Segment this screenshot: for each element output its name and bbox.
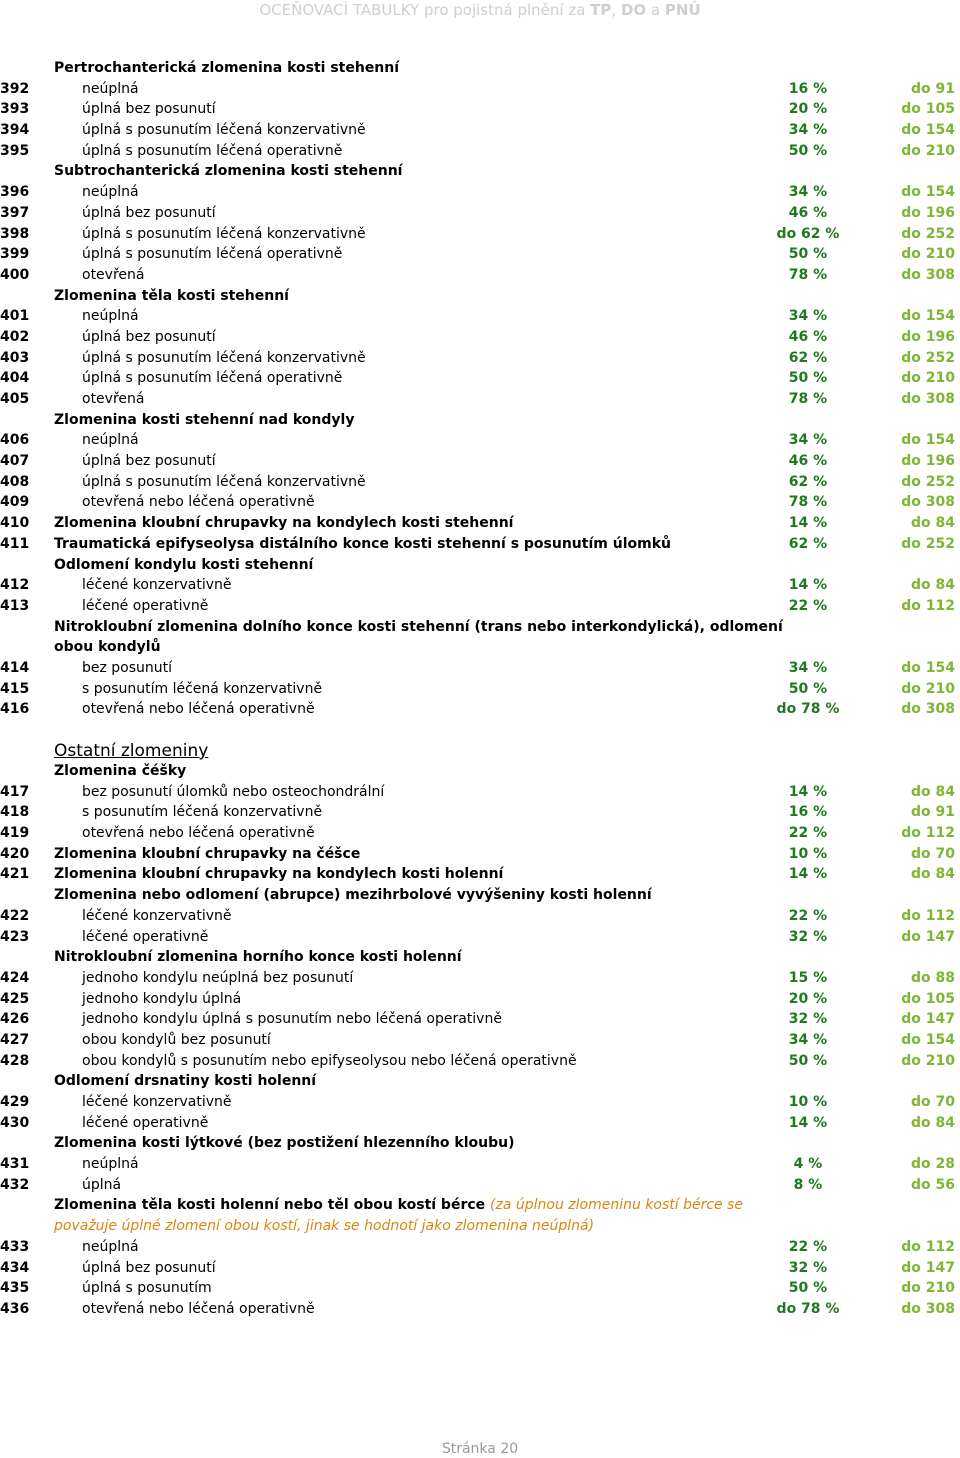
- header-and: a: [646, 1, 665, 19]
- item-description: úplná bez posunutí: [82, 204, 216, 221]
- page-header: [0, 0, 960, 20]
- table-row: [0, 1051, 960, 1072]
- item-description: jednoho kondylu úplná: [82, 990, 242, 1007]
- item-max-days: do 70: [911, 845, 955, 862]
- item-percent: 16 %: [788, 804, 828, 821]
- item-description: jednoho kondylu neúplná bez posunutí: [82, 969, 354, 986]
- item-percent: 34 %: [788, 184, 828, 201]
- group-heading-row: [0, 885, 960, 906]
- item-max-days: do 154: [901, 308, 955, 325]
- item-percent: 32 %: [788, 1011, 828, 1028]
- item-number: 394: [0, 122, 30, 139]
- item-percent: 34 %: [788, 432, 828, 449]
- item-number: 392: [0, 80, 30, 97]
- item-description: neúplná: [82, 1238, 139, 1255]
- item-number: 430: [0, 1114, 30, 1131]
- item-description: úplná s posunutím léčená operativně: [82, 142, 343, 159]
- item-max-days: do 112: [901, 597, 955, 614]
- table-row: [0, 575, 960, 596]
- item-percent: 22 %: [788, 825, 828, 842]
- item-description: Zlomenina kloubní chrupavky na kondylech kosti stehenní: [54, 515, 514, 532]
- item-description: neúplná: [82, 1156, 139, 1173]
- group-heading-row: [0, 410, 960, 431]
- item-description: úplná bez posunutí: [82, 101, 216, 118]
- table-row: [0, 1113, 960, 1134]
- item-percent: 46 %: [788, 204, 828, 221]
- item-percent: 15 %: [788, 969, 828, 986]
- item-description: léčené operativně: [82, 597, 209, 614]
- item-description: s posunutím léčená konzervativně: [82, 804, 323, 821]
- item-number: 432: [0, 1176, 30, 1193]
- item-number: 436: [0, 1300, 30, 1317]
- item-max-days: do 308: [901, 701, 955, 718]
- item-description: úplná s posunutím léčená konzervativně: [82, 122, 366, 139]
- header-do: DO: [620, 1, 647, 19]
- group-heading: Odlomení kondylu kosti stehenní: [54, 556, 314, 573]
- item-percent: 46 %: [788, 453, 828, 470]
- group-heading: Zlomenina těla kosti stehenní: [54, 287, 289, 304]
- table-row: [0, 224, 960, 245]
- item-number: 420: [0, 845, 30, 862]
- group-heading-row: [0, 161, 960, 182]
- item-number: 429: [0, 1094, 30, 1110]
- item-percent: 50 %: [788, 1280, 828, 1297]
- item-description: úplná s posunutím léčená konzervativně: [82, 473, 366, 490]
- item-max-days: do 84: [911, 1114, 955, 1131]
- table-row: [0, 430, 960, 451]
- table-row: [0, 1175, 960, 1196]
- section-spacer: [0, 720, 960, 742]
- item-percent: 14 %: [788, 866, 828, 883]
- item-max-days: do 196: [901, 453, 955, 470]
- item-percent: 50 %: [788, 370, 828, 387]
- item-max-days: do 210: [901, 1280, 955, 1297]
- table-row: [0, 141, 960, 162]
- item-percent: 16 %: [788, 80, 828, 97]
- item-description: otevřená: [82, 391, 145, 407]
- item-percent: 20 %: [788, 990, 828, 1007]
- table-row: [0, 699, 960, 720]
- table-row: [0, 534, 960, 555]
- page-number: Stránka 20: [441, 1441, 519, 1457]
- item-percent: 50 %: [788, 1052, 828, 1069]
- table-row: [0, 906, 960, 927]
- item-description: léčené konzervativně: [82, 577, 232, 594]
- item-number: 403: [0, 349, 30, 366]
- item-description: obou kondylů s posunutím nebo epifyseolysou nebo léčená operativně: [82, 1052, 577, 1069]
- item-number: 409: [0, 494, 30, 511]
- table-row: [0, 1278, 960, 1299]
- table-row: [0, 492, 960, 513]
- rating-table: [0, 58, 960, 1320]
- item-number: 421: [0, 866, 30, 883]
- item-number: 404: [0, 370, 30, 387]
- table-row: [0, 120, 960, 141]
- item-description: úplná bez posunutí: [82, 1259, 216, 1276]
- item-percent: 34 %: [788, 1031, 828, 1048]
- item-max-days: do 196: [901, 204, 955, 221]
- item-max-days: do 154: [901, 122, 955, 139]
- item-description: úplná bez posunutí: [82, 453, 216, 470]
- item-description: úplná s posunutím léčená konzervativně: [82, 225, 366, 242]
- table-row: [0, 823, 960, 844]
- item-description: otevřená nebo léčená operativně: [82, 494, 315, 511]
- item-description: neúplná: [82, 432, 139, 449]
- item-description: úplná s posunutím léčená operativně: [82, 370, 343, 387]
- header-comma: ,: [611, 1, 621, 19]
- item-description: s posunutím léčená konzervativně: [82, 680, 323, 697]
- item-description: Traumatická epifyseolysa distálního konce kosti stehenní s posunutím úlomků: [54, 535, 671, 552]
- item-description: otevřená nebo léčená operativně: [82, 1300, 315, 1317]
- item-description: léčené konzervativně: [82, 907, 232, 924]
- group-heading-row: [0, 286, 960, 307]
- item-percent: do 62 %: [776, 225, 840, 242]
- item-description: léčené operativně: [82, 1114, 209, 1131]
- item-number: 431: [0, 1156, 30, 1173]
- item-description: otevřená nebo léčená operativně: [82, 701, 315, 718]
- item-number: 406: [0, 432, 30, 449]
- item-percent: 78 %: [788, 391, 828, 407]
- table-row: [0, 513, 960, 534]
- table-row: [0, 451, 960, 472]
- group-heading: Nitrokloubní zlomenina dolního konce kosti stehenní (trans nebo interkondylická), odlomení: [54, 618, 783, 635]
- item-percent: 78 %: [788, 266, 828, 283]
- item-description: Zlomenina kloubní chrupavky na kondylech kosti holenní: [54, 866, 504, 883]
- item-percent: 46 %: [788, 328, 828, 345]
- item-number: 407: [0, 453, 30, 470]
- table-row: [0, 348, 960, 369]
- item-number: 428: [0, 1052, 30, 1069]
- table-row: [0, 1154, 960, 1175]
- item-number: 399: [0, 246, 30, 263]
- item-number: 417: [0, 783, 30, 800]
- item-number: 408: [0, 473, 30, 490]
- group-note-row: [0, 1216, 960, 1237]
- item-max-days: do 210: [901, 1052, 955, 1069]
- item-max-days: do 91: [911, 80, 955, 97]
- item-number: 419: [0, 825, 30, 842]
- item-percent: 50 %: [788, 680, 828, 697]
- item-number: 398: [0, 225, 30, 242]
- group-heading: Nitrokloubní zlomenina horního konce kosti holenní: [54, 949, 462, 966]
- table-row: [0, 927, 960, 948]
- item-percent: 34 %: [788, 659, 828, 676]
- item-number: 434: [0, 1259, 30, 1276]
- item-percent: do 78 %: [776, 1300, 840, 1317]
- header-tp: TP: [590, 1, 612, 19]
- item-max-days: do 28: [911, 1156, 955, 1173]
- item-percent: 20 %: [788, 101, 828, 118]
- item-percent: 22 %: [788, 597, 828, 614]
- item-percent: 10 %: [788, 845, 828, 862]
- item-description: otevřená nebo léčená operativně: [82, 825, 315, 842]
- group-heading-row: [0, 1195, 960, 1216]
- item-max-days: do 154: [901, 184, 955, 201]
- item-description: otevřená: [82, 266, 145, 283]
- group-heading: Subtrochanterická zlomenina kosti stehenní: [54, 163, 403, 180]
- item-max-days: do 105: [901, 990, 955, 1007]
- table-row: [0, 368, 960, 389]
- item-percent: 62 %: [788, 473, 828, 490]
- item-number: 427: [0, 1031, 30, 1048]
- item-max-days: do 154: [901, 432, 955, 449]
- group-heading: Zlomenina kosti stehenní nad kondyly: [54, 411, 355, 428]
- group-heading-row: [0, 617, 960, 638]
- group-heading-with-note: [54, 1195, 743, 1216]
- item-description: úplná: [82, 1176, 122, 1193]
- item-number: 415: [0, 680, 30, 697]
- table-row: [0, 79, 960, 100]
- item-number: 424: [0, 969, 30, 986]
- item-max-days: do 154: [901, 1031, 955, 1048]
- item-number: 425: [0, 990, 30, 1007]
- table-row: [0, 968, 960, 989]
- table-row: [0, 658, 960, 679]
- item-percent: 62 %: [788, 535, 828, 552]
- item-max-days: do 252: [901, 225, 955, 242]
- item-percent: 10 %: [788, 1094, 828, 1110]
- group-heading: Odlomení drsnatiny kosti holenní: [54, 1073, 317, 1090]
- item-number: 410: [0, 515, 30, 532]
- item-description: bez posunutí úlomků nebo osteochondrální: [82, 783, 385, 800]
- item-max-days: do 84: [911, 577, 955, 594]
- item-percent: 22 %: [788, 907, 828, 924]
- table-row: [0, 1299, 960, 1320]
- table-row: [0, 1092, 960, 1113]
- item-max-days: do 105: [901, 101, 955, 118]
- item-percent: do 78 %: [776, 701, 840, 718]
- item-max-days: do 252: [901, 349, 955, 366]
- item-max-days: do 147: [901, 1011, 955, 1028]
- item-max-days: do 210: [901, 680, 955, 697]
- item-description: neúplná: [82, 80, 139, 97]
- item-max-days: do 308: [901, 494, 955, 511]
- item-percent: 32 %: [788, 1259, 828, 1276]
- item-number: 400: [0, 266, 30, 283]
- group-heading-row: [0, 1133, 960, 1154]
- item-percent: 14 %: [788, 1114, 828, 1131]
- item-max-days: do 210: [901, 142, 955, 159]
- section-title: Ostatní zlomeniny: [54, 741, 209, 761]
- item-max-days: do 252: [901, 473, 955, 490]
- table-row: [0, 864, 960, 885]
- group-heading: Zlomenina nebo odlomení (abrupce) mezihrbolové vyvýšeniny kosti holenní: [54, 887, 652, 904]
- item-max-days: do 112: [901, 907, 955, 924]
- group-heading-row: [0, 947, 960, 968]
- item-percent: 22 %: [788, 1238, 828, 1255]
- item-max-days: do 308: [901, 266, 955, 283]
- group-heading: Pertrochanterická zlomenina kosti stehenní: [54, 60, 400, 76]
- item-number: 435: [0, 1280, 30, 1297]
- item-max-days: do 210: [901, 370, 955, 387]
- header-title: OCEŇOVACÍ TABULKY pro pojistná plnění za: [259, 1, 591, 19]
- group-heading: obou kondylů: [54, 639, 161, 656]
- item-percent: 50 %: [788, 246, 828, 263]
- item-number: 405: [0, 391, 30, 407]
- item-max-days: do 112: [901, 825, 955, 842]
- table-row: [0, 596, 960, 617]
- item-number: 393: [0, 101, 30, 118]
- table-row: [0, 265, 960, 286]
- item-number: 397: [0, 204, 30, 221]
- table-row: [0, 327, 960, 348]
- item-max-days: do 154: [901, 659, 955, 676]
- item-description: úplná s posunutím léčená konzervativně: [82, 349, 366, 366]
- item-description: jednoho kondylu úplná s posunutím nebo léčená operativně: [82, 1011, 502, 1028]
- group-heading-row: [0, 761, 960, 782]
- item-max-days: do 88: [911, 969, 955, 986]
- item-percent: 50 %: [788, 142, 828, 159]
- item-description: úplná s posunutím: [82, 1280, 212, 1297]
- item-description: léčené konzervativně: [82, 1094, 232, 1110]
- table-row: [0, 679, 960, 700]
- item-number: 401: [0, 308, 30, 325]
- item-description: léčené operativně: [82, 928, 209, 945]
- item-max-days: do 252: [901, 535, 955, 552]
- item-max-days: do 56: [911, 1176, 955, 1193]
- table-row: [0, 1258, 960, 1279]
- table-row: [0, 203, 960, 224]
- group-heading-row: [0, 1071, 960, 1092]
- item-percent: 78 %: [788, 494, 828, 511]
- item-max-days: do 70: [911, 1094, 955, 1110]
- item-description: úplná s posunutím léčená operativně: [82, 246, 343, 263]
- table-row: [0, 99, 960, 120]
- item-description: bez posunutí: [82, 659, 173, 676]
- group-heading-row: [0, 58, 960, 79]
- group-note: (za úplnou zlomeninu kostí bérce se: [490, 1197, 744, 1214]
- item-number: 402: [0, 328, 30, 345]
- group-heading: Zlomenina kosti lýtkové (bez postižení hlezenního kloubu): [54, 1135, 515, 1152]
- item-max-days: do 308: [901, 1300, 955, 1317]
- item-max-days: do 147: [901, 928, 955, 945]
- group-heading-row: [0, 555, 960, 576]
- item-description: obou kondylů bez posunutí: [82, 1031, 271, 1048]
- item-percent: 8 %: [793, 1176, 823, 1193]
- item-number: 426: [0, 1011, 30, 1028]
- group-heading: Zlomenina čéšky: [54, 763, 187, 779]
- table-row: [0, 844, 960, 865]
- item-number: 423: [0, 928, 30, 945]
- table-row: [0, 1030, 960, 1051]
- item-percent: 14 %: [788, 783, 828, 800]
- group-heading-text: Zlomenina těla kosti holenní nebo těl obou kostí bérce: [54, 1197, 491, 1214]
- item-number: 412: [0, 577, 30, 594]
- group-note-continued: považuje úplné zlomení obou kostí, jinak se hodnotí jako zlomenina neúplná): [54, 1218, 595, 1235]
- item-percent: 4 %: [793, 1156, 823, 1173]
- table-row: [0, 472, 960, 493]
- item-number: 395: [0, 142, 30, 159]
- group-heading-row: [0, 637, 960, 658]
- item-max-days: do 91: [911, 804, 955, 821]
- item-number: 433: [0, 1238, 30, 1255]
- item-max-days: do 84: [911, 515, 955, 532]
- item-number: 411: [0, 535, 30, 552]
- item-percent: 62 %: [788, 349, 828, 366]
- item-percent: 14 %: [788, 515, 828, 532]
- item-number: 413: [0, 597, 30, 614]
- item-description: úplná bez posunutí: [82, 328, 216, 345]
- table-row: [0, 989, 960, 1010]
- item-percent: 14 %: [788, 577, 828, 594]
- item-max-days: do 308: [901, 391, 955, 407]
- table-row: [0, 782, 960, 803]
- item-description: Zlomenina kloubní chrupavky na čéšce: [54, 845, 361, 862]
- table-row: [0, 802, 960, 823]
- item-number: 416: [0, 701, 30, 718]
- table-row: [0, 1009, 960, 1030]
- item-number: 422: [0, 907, 30, 924]
- item-percent: 32 %: [788, 928, 828, 945]
- item-description: neúplná: [82, 184, 139, 201]
- item-number: 418: [0, 804, 30, 821]
- item-number: 414: [0, 659, 30, 676]
- item-max-days: do 196: [901, 328, 955, 345]
- item-description: neúplná: [82, 308, 139, 325]
- item-max-days: do 112: [901, 1238, 955, 1255]
- table-row: [0, 389, 960, 410]
- item-max-days: do 84: [911, 783, 955, 800]
- table-row: [0, 1237, 960, 1258]
- table-row: [0, 244, 960, 265]
- item-percent: 34 %: [788, 308, 828, 325]
- item-max-days: do 210: [901, 246, 955, 263]
- header-pnu: PNÚ: [664, 1, 701, 19]
- item-max-days: do 84: [911, 866, 955, 883]
- item-number: 396: [0, 184, 30, 201]
- table-row: [0, 306, 960, 327]
- item-max-days: do 147: [901, 1259, 955, 1276]
- section-title-row: [0, 742, 960, 761]
- item-percent: 34 %: [788, 122, 828, 139]
- table-row: [0, 182, 960, 203]
